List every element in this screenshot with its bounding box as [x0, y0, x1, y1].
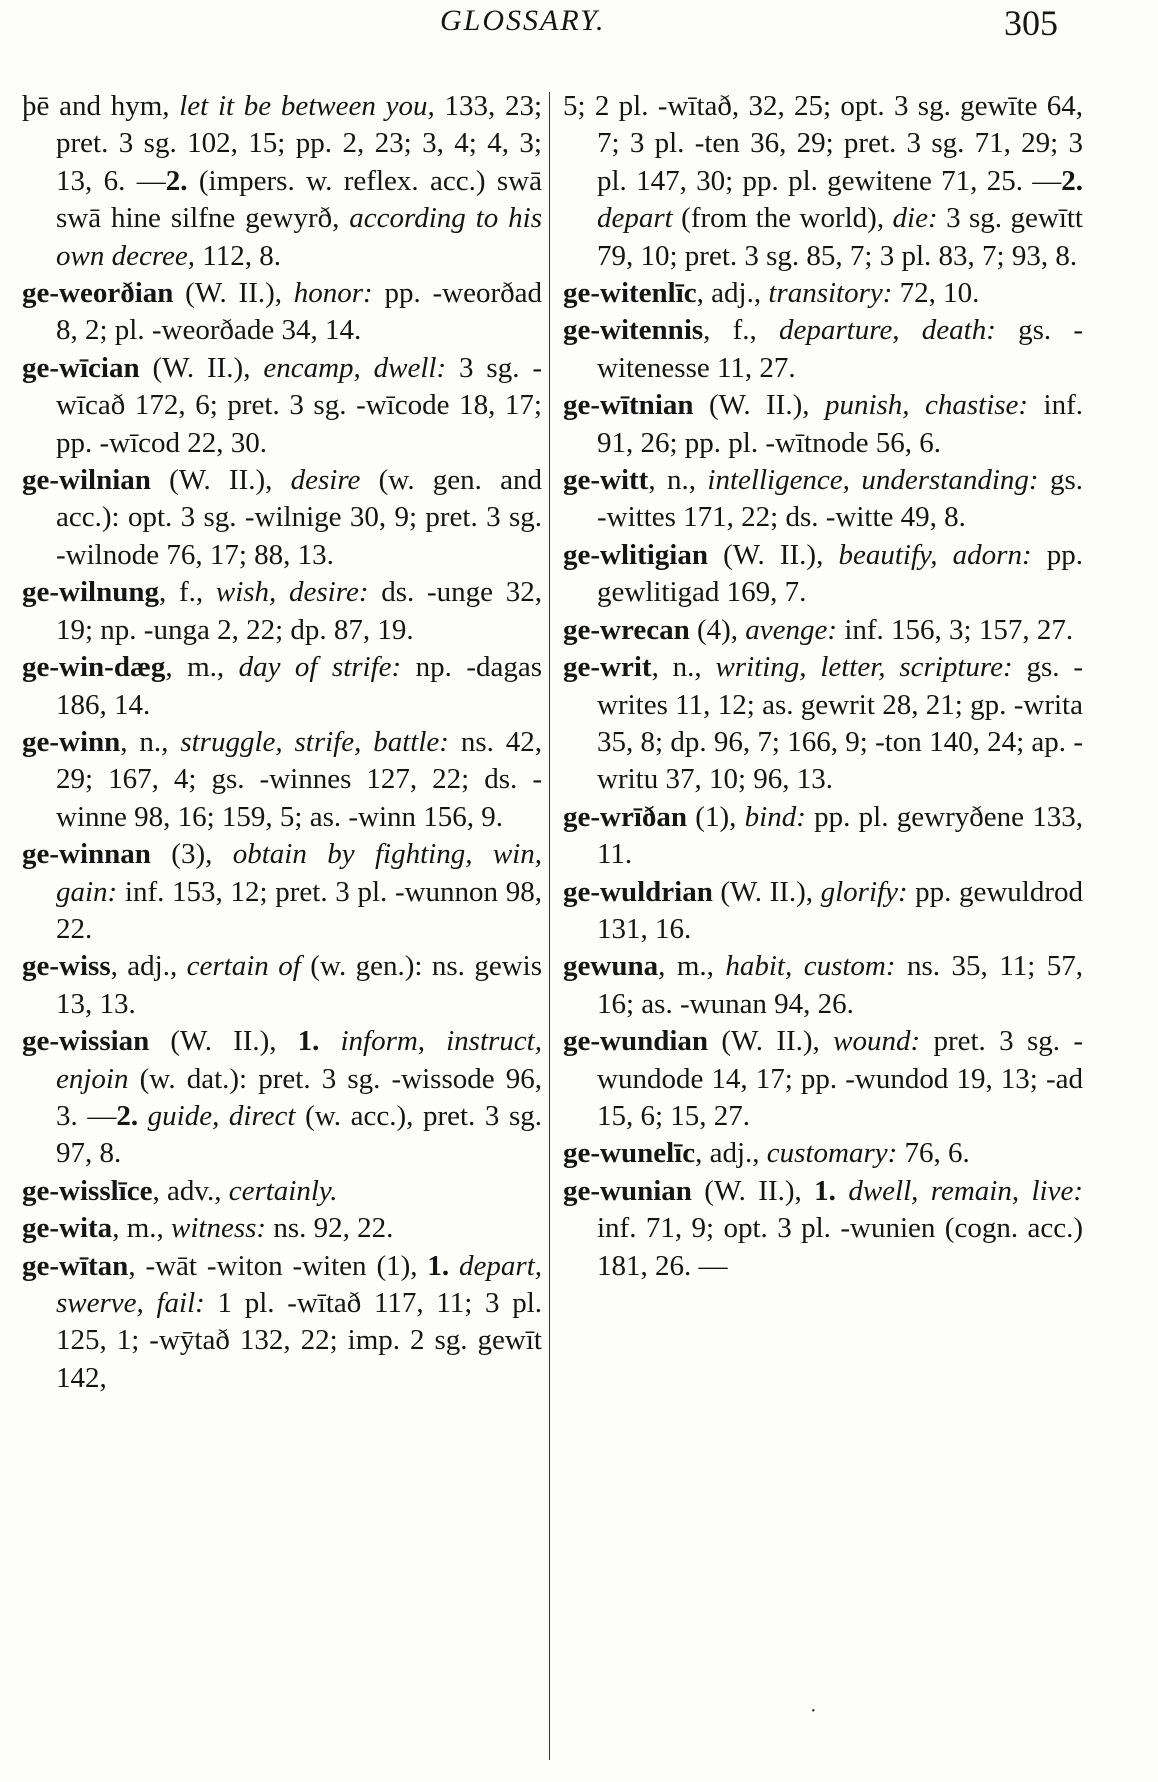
glossary-entry: ge-wrīðan (1), bind: pp. pl. gewryðene 133, 11. [563, 800, 1083, 871]
glossary-entry: ge-wītnian (W. II.), punish, chastise: inf. 91, 26; pp. pl. -wītnode 56, 6. [563, 389, 1084, 459]
glossary-entry: ge-win-dæg, m., day of strife: np. -dagas 186, 14. [22, 651, 543, 721]
glossary-entry: ge-wunelīc, adj., customary: 76, 6. [563, 1137, 970, 1170]
page-header [0, 0, 1158, 52]
glossary-entry: ge-witennis, f., departure, death: gs. -witenesse 11, 27. [563, 314, 1083, 384]
glossary-entry: ge-wrecan (4), avenge: inf. 156, 3; 157, 27. [563, 613, 1074, 646]
running-title: GLOSSARY. [440, 4, 606, 37]
glossary-entry: ge-writ, n., writing, letter, scripture: gs. -writes 11, 12; as. gewrit 28, 21; gp. -writa 35, 8; dp. 96, 7; 166, 9; -ton 140, 24; ap. -writu 37, 10; 96, 13. [563, 651, 1083, 796]
glossary-entry: ge-witt, n., intelligence, understanding: gs. -wittes 171, 22; ds. -witte 49, 8. [563, 464, 1083, 534]
glossary-entry: ge-witenlīc, adj., transitory: 72, 10. [563, 277, 980, 310]
column-divider [549, 92, 550, 1760]
glossary-entry: gewuna, m., habit, custom: ns. 35, 11; 57, 16; as. -wunan 94, 26. [563, 950, 1083, 1020]
glossary-entry: ge-wuldrian (W. II.), glorify: pp. gewuldrod 131, 16. [563, 875, 1084, 945]
glossary-entry: ge-wiss, adj., certain of (w. gen.): ns. gewis 13, 13. [22, 950, 543, 1020]
stray-dot: · [810, 1700, 817, 1722]
glossary-entry: ge-wilnian (W. II.), desire (w. gen. and acc.): opt. 3 sg. -wilnige 30, 9; pret. 3 sg. -wilnode 76, 17; 88, 13. [22, 464, 542, 571]
glossary-entry: þē and hym, let it be between you, 133, 23; pret. 3 sg. 102, 15; pp. 2, 23; 3, 4; 4, 3; 13, 6. —2. (impers. w. reflex. acc.) swā swā hine silfne gewyrð, according to his own decree, 112, 8. [22, 90, 543, 272]
glossary-entry: ge-wilnung, f., wish, desire: ds. -unge 32, 19; np. -unga 2, 22; dp. 87, 19. [22, 576, 542, 646]
glossary-entry: ge-wita, m., witness: ns. 92, 22. [22, 1212, 394, 1245]
left-column [22, 88, 542, 1397]
glossary-entry: ge-wissian (W. II.), 1. inform, instruct, enjoin (w. dat.): pret. 3 sg. -wissode 96, 3. —2. guide, direct (w. acc.), pret. 3 sg. 97, 8. [22, 1025, 542, 1170]
glossary-entry: ge-winnan (3), obtain by fighting, win, gain: inf. 153, 12; pret. 3 pl. -wunnon 98, 22. [22, 838, 542, 945]
glossary-entry: ge-wītan, -wāt -witon -witen (1), 1. depart, swerve, fail: 1 pl. -wītað 117, 11; 3 pl. 125, 1; -wȳtað 132, 22; imp. 2 sg. gewīt 142, [22, 1249, 543, 1394]
glossary-entry: ge-wlitigian (W. II.), beautify, adorn: pp. gewlitigad 169, 7. [563, 538, 1084, 609]
glossary-entry: ge-weorðian (W. II.), honor: pp. -weorðad 8, 2; pl. -weorðade 34, 14. [22, 277, 542, 347]
page-number: 305 [1004, 3, 1058, 43]
glossary-entry: ge-wundian (W. II.), wound: pret. 3 sg. -wundode 14, 17; pp. -wundod 19, 13; -ad 15, 6; 15, 27. [563, 1025, 1083, 1132]
glossary-entry: ge-winn, n., struggle, strife, battle: ns. 42, 29; 167, 4; gs. -winnes 127, 22; ds. -winne 98, 16; 159, 5; as. -winn 156, 9. [22, 725, 542, 833]
glossary-entry: ge-wisslīce, adv., certainly. [22, 1174, 338, 1207]
glossary-entry: 5; 2 pl. -wītað, 32, 25; opt. 3 sg. gewīte 64, 7; 3 pl. -ten 36, 29; pret. 3 sg. 71, 29; 3 pl. 147, 30; pp. pl. gewitene 71, 25. —2. depart (from the world), die: 3 sg. gewītt 79, 10; pret. 3 sg. 85, 7; 3 pl. 83, 7; 93, 8. [563, 90, 1083, 272]
right-column [563, 88, 1083, 1285]
glossary-entry: ge-wunian (W. II.), 1. dwell, remain, live: inf. 71, 9; opt. 3 pl. -wunien (cogn. acc.) 181, 26. — [563, 1174, 1084, 1282]
glossary-entry: ge-wīcian (W. II.), encamp, dwell: 3 sg. -wīcað 172, 6; pret. 3 sg. -wīcode 18, 17; pp. -wīcod 22, 30. [22, 351, 543, 459]
